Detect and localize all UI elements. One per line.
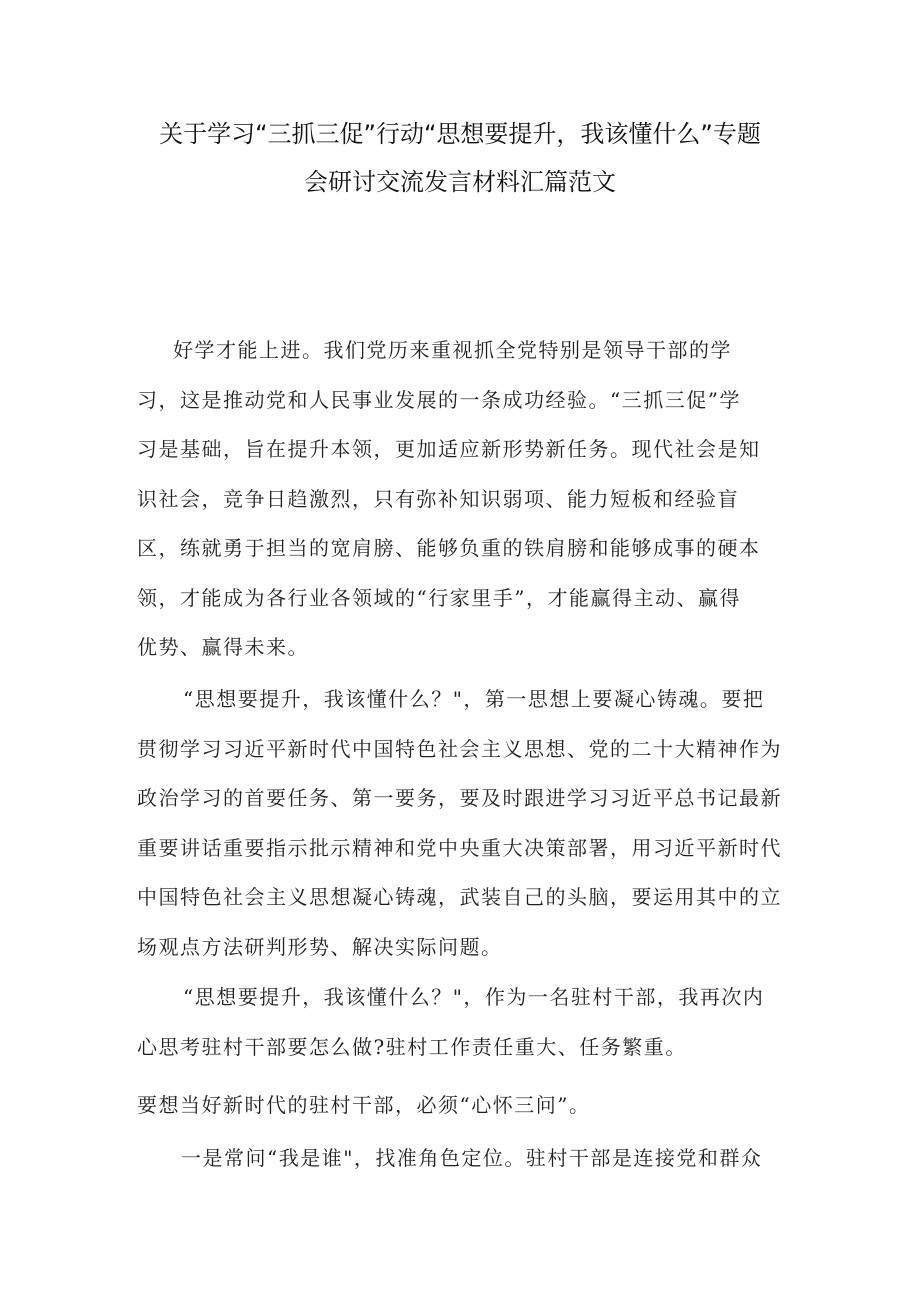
paragraph-line: 中国特色社会主义思想凝心铸魂，武装自己的头脑，要运用其中的立 xyxy=(137,885,782,909)
paragraph-line: 优势、赢得未来。 xyxy=(137,635,309,659)
paragraph-line: 好学才能上进。我们党历来重视抓全党特别是领导干部的学 xyxy=(173,338,732,362)
paragraph-3 xyxy=(137,973,797,1072)
paragraph-2 xyxy=(137,675,797,972)
title-line-1: 关于学习“三抓三促”行动“思想要提升，我该懂什么”专题 xyxy=(159,120,761,148)
paragraph-line: 要想当好新时代的驻村干部，必须“心怀三问”。 xyxy=(137,1093,591,1117)
paragraph-line: “思想要提升，我该懂什么？"，第一思想上要凝心铸魂。要把 xyxy=(183,687,765,711)
paragraph-line: 一是常问“我是谁"，找准角色定位。驻村干部是连接党和群众 xyxy=(181,1146,763,1170)
paragraph-line: 政治学习的首要任务、第一要务，要及时跟进学习习近平总书记最新 xyxy=(137,786,782,810)
paragraph-line: 区，练就勇于担当的宽肩膀、能够负重的铁肩膀和能够成事的硬本 xyxy=(137,536,761,560)
paragraph-line: 领，才能成为各行业各领域的“行家里手”，才能赢得主动、赢得 xyxy=(137,585,741,610)
paragraph-line: 心思考驻村干部要怎么做?驻村工作责任重大、任务繁重。 xyxy=(137,1034,687,1059)
paragraph-line: 场观点方法研判形势、解决实际问题。 xyxy=(137,934,503,959)
paragraph-1 xyxy=(137,326,797,673)
document-title xyxy=(130,110,790,206)
paragraph-line: 重要讲话重要指示批示精神和党中央重大决策部署，用习近平新时代 xyxy=(137,835,782,860)
paragraph-line: 习是基础，旨在提升本领，更加适应新形势新任务。现代社会是知 xyxy=(137,437,761,461)
paragraph-4 xyxy=(137,1081,797,1131)
paragraph-line: 贯彻学习习近平新时代中国特色社会主义思想、党的二十大精神作为 xyxy=(137,736,782,761)
paragraph-line: “思想要提升，我该懂什么？"，作为一名驻村干部，我再次内 xyxy=(183,985,765,1009)
paragraph-5 xyxy=(137,1134,797,1184)
paragraph-line: 习，这是推动党和人民事业发展的一条成功经验。“三抓三促”学 xyxy=(137,387,741,412)
title-line-2: 会研讨交流发言材料汇篇范文 xyxy=(304,168,616,196)
paragraph-line: 识社会，竞争日趋激烈，只有弥补知识弱项、能力短板和经验盲 xyxy=(137,486,739,511)
